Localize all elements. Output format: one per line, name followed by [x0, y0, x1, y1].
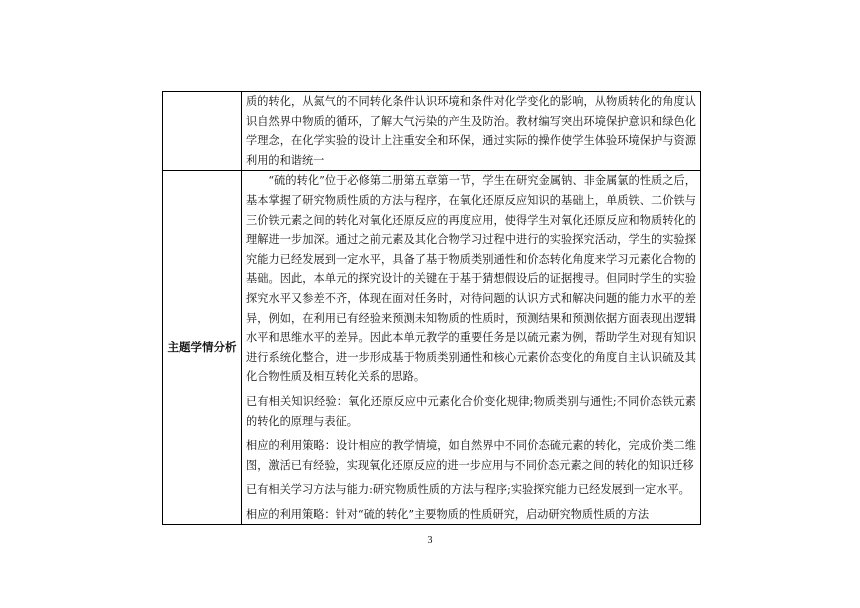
analysis-paragraph-prior-knowledge: 已有相关知识经验：氧化还原反应中元素化合价变化规律;物质类别与通性;不同价态铁元素的转化的原理与表征。	[246, 394, 696, 428]
teaching-content-cell	[242, 92, 701, 171]
table-row-teaching-content	[163, 92, 701, 171]
teaching-content-text: 质的转化，从氮气的不同转化条件认识环境和条件对化学变化的影响，从物质转化的角度认识自然界中物质的循环，了解大气污染的产生及防治。教材编写突出环境保护意识和绿色化学理念，在化学实验的设计上注重安全和环保，通过实际的操作使学生体验环境保护与资源利用的和谐统一	[246, 95, 696, 167]
page-number: 3	[427, 535, 433, 546]
analysis-paragraph-main: “硫的转化”位于必修第二册第五章第一节，学生在研究金属钠、非金属氯的性质之后，基本掌握了研究物质性质的方法与程序，在氧化还原反应知识的基础上，单质铁、二价铁与三价铁元素之间的转化对氧化还原反应的再度应用，使得学生对氧化还原反应和物质转化的理解进一步加深。通过之前元素及其化合物学习过程中进行的实验探究活动，学生的实验探究能力已经发展到一定水平，具备了基于物质类别通性和价态转化角度来学习元素化合物的基础。因此，本单元的探究设计的关键在于基于猜想假设后的证据搜寻。但同时学生的实验探究水平又参差不齐，体现在面对任务时，对待问题的认识方式和解决问题的能力水平的差异，例如，在利用已有经验来预测未知物质的性质时，预测结果和预测依据方面表现出逻辑水平和思维水平的差异。因此本单元教学的重要任务是以硫元素为例，帮助学生对现有知识进行系统化整合，进一步形成基于物质类别通性和核心元素价态变化的角度自主认识硫及其化合物性质及相互转化关系的思路。	[246, 174, 696, 384]
student-analysis-cell	[242, 171, 701, 525]
lesson-plan-table	[162, 91, 701, 525]
analysis-paragraph-strategy-2: 相应的利用策略：针对“硫的转化”主要物质的性质研究，启动研究物质性质的方法	[246, 507, 650, 521]
row-label-student-analysis: 主题学情分析	[163, 171, 242, 525]
analysis-paragraph-strategy-1: 相应的利用策略：设计相应的教学情境，如自然界中不同价态硫元素的转化，完成价类二维图，激活已有经验，实现氧化还原反应的进一步应用与不同价态元素之间的转化的知识迁移	[246, 439, 696, 472]
row-label-empty	[163, 92, 242, 171]
table-row-student-analysis	[163, 171, 701, 525]
analysis-paragraph-prior-ability: 已有相关学习方法与能力:研究物质性质的方法与程序;实验探究能力已经发展到一定水平。	[246, 483, 690, 497]
